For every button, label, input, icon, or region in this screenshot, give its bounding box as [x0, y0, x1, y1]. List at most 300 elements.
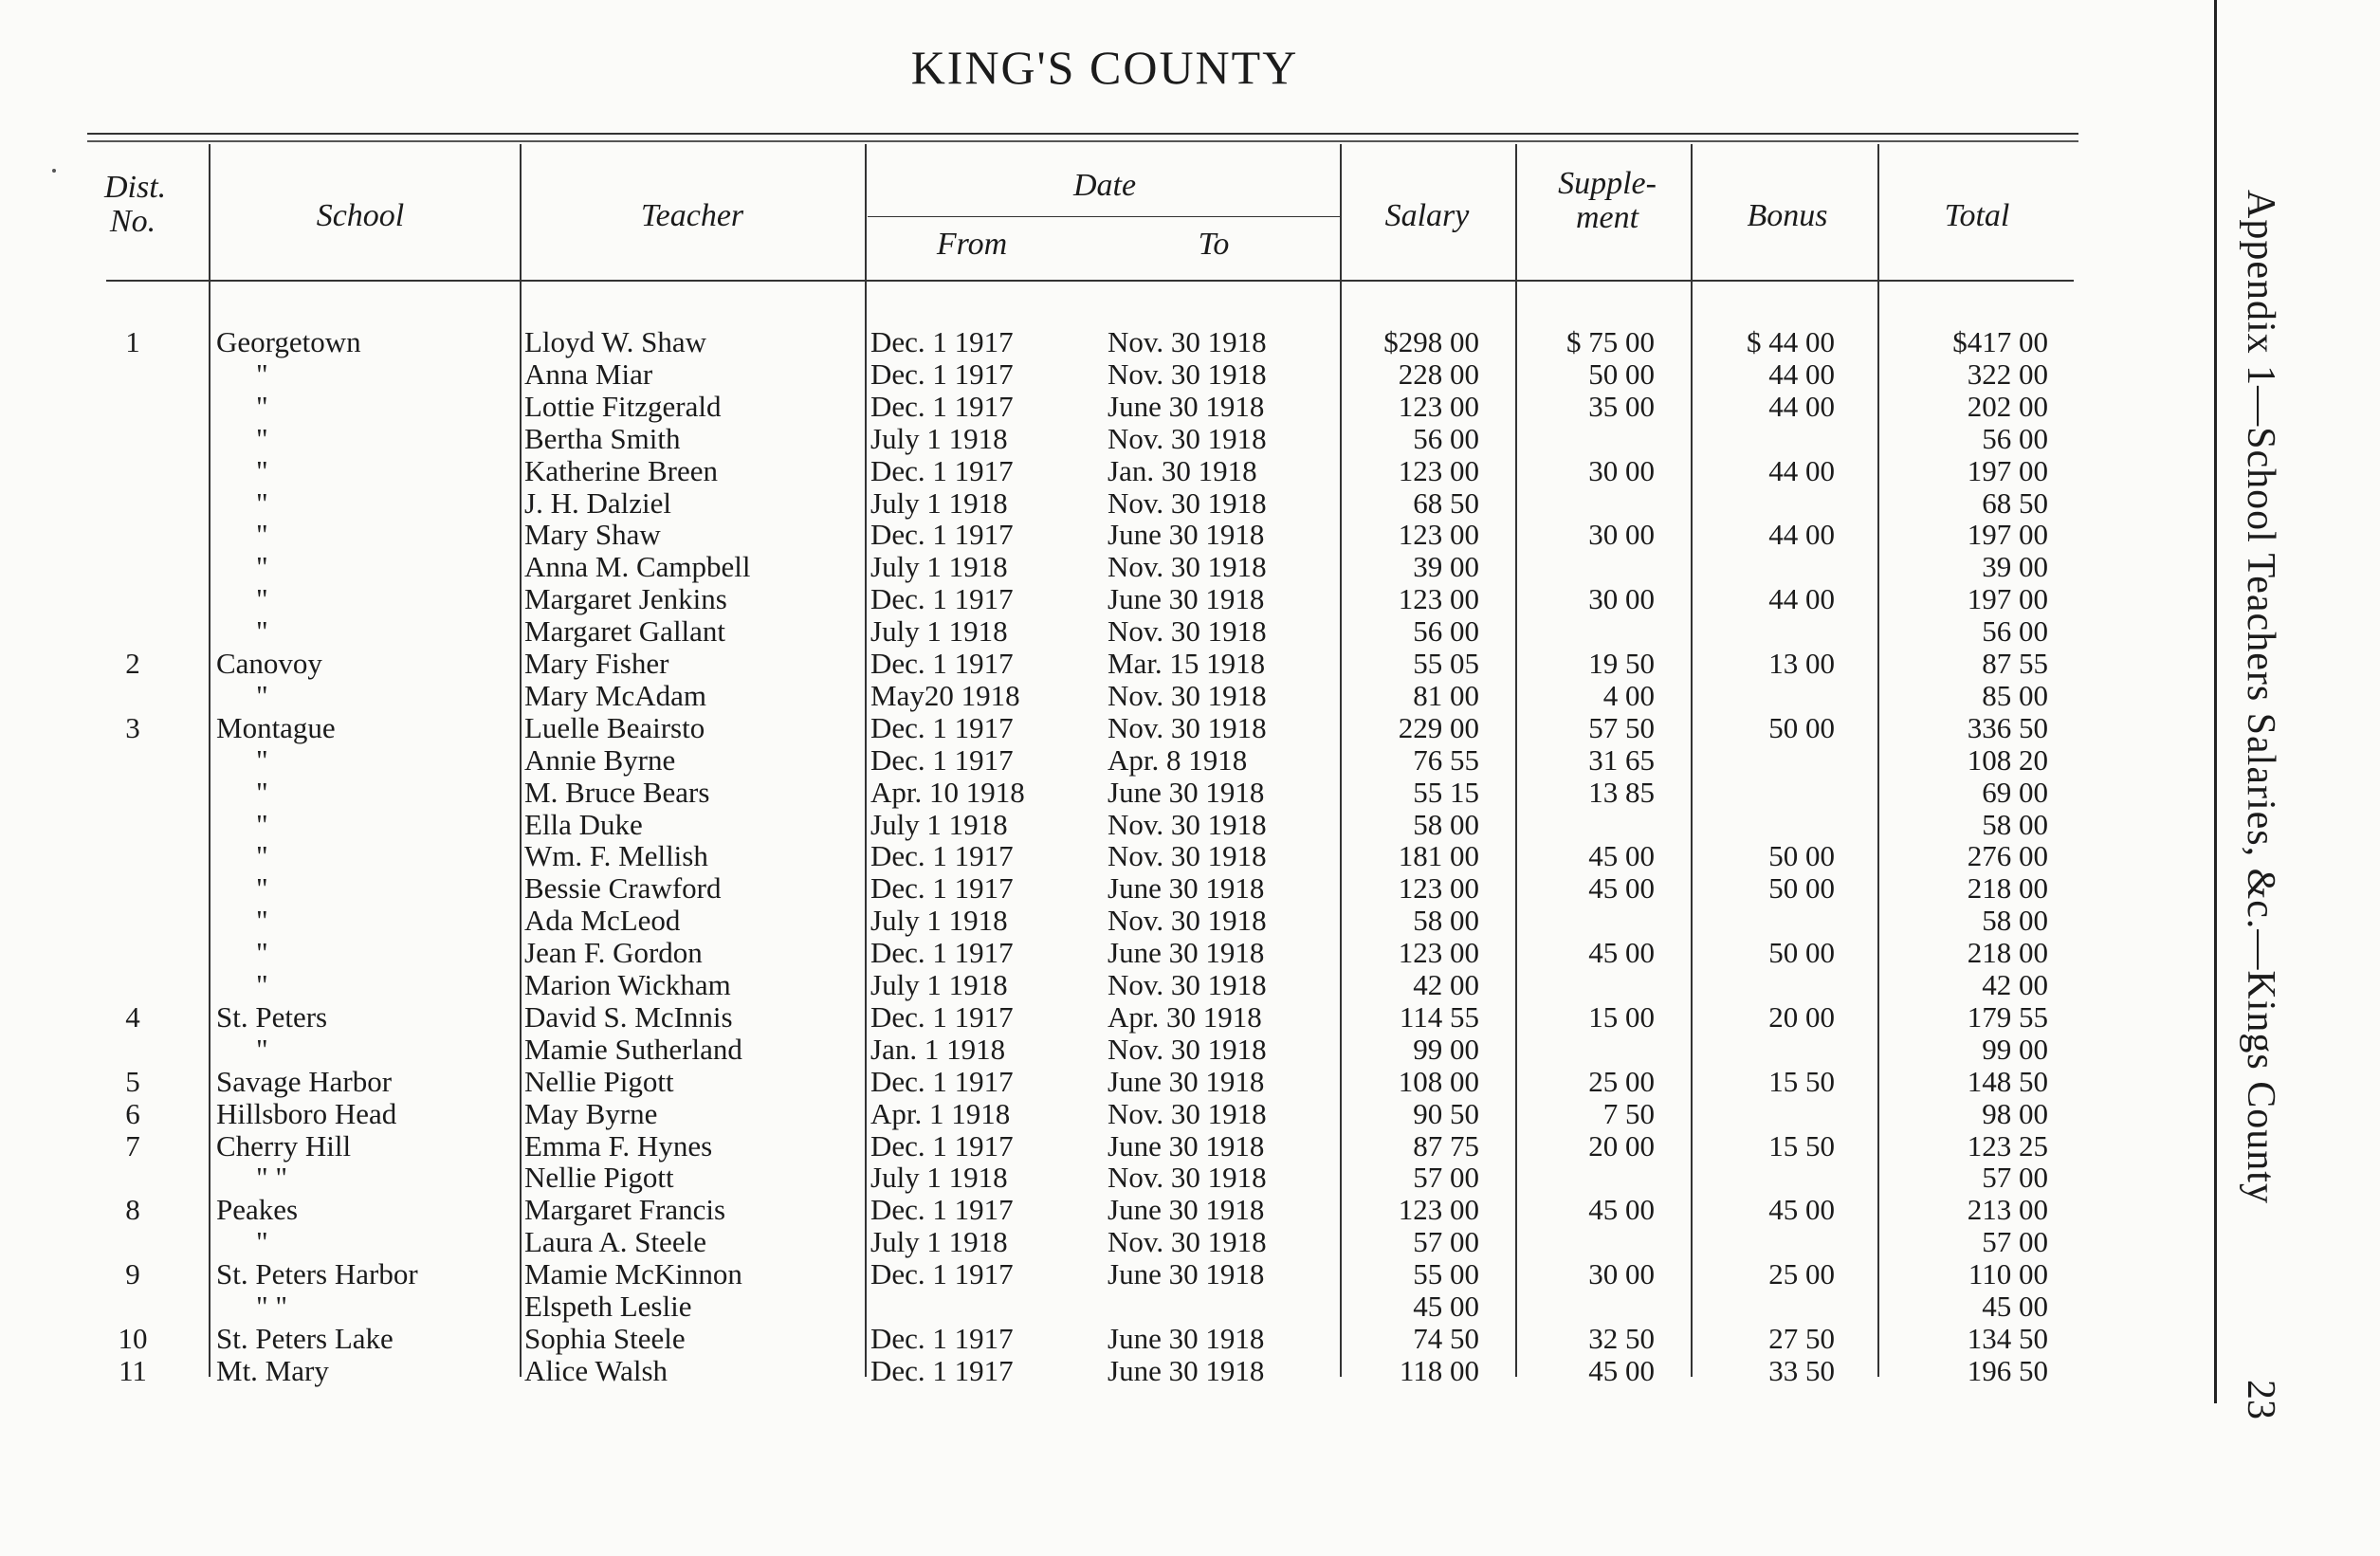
cell-school: " [256, 775, 268, 809]
cell-to: Mar. 15 1918 [1108, 647, 1266, 680]
cell-total: 69 00 [1982, 775, 2048, 809]
cell-salary: 57 00 [1413, 1225, 1479, 1259]
cell-to: June 30 1918 [1108, 936, 1265, 970]
cell-from: July 1 1918 [870, 485, 1008, 520]
cell-teacher: Margaret Gallant [524, 614, 726, 649]
cell-to: Nov. 30 1918 [1108, 968, 1267, 1001]
cell-bonus: 15 50 [1768, 1064, 1835, 1098]
cell-salary: 58 00 [1413, 904, 1479, 938]
cell-bonus: 50 00 [1768, 839, 1835, 873]
cell-total: 108 20 [1967, 742, 2048, 777]
cell-school: Hillsboro Head [216, 1096, 397, 1130]
cell-total: 322 00 [1967, 357, 2048, 391]
table-row [0, 1226, 2086, 1258]
header-school: School [316, 198, 405, 233]
cell-salary: 123 00 [1398, 453, 1479, 487]
cell-school: " " [256, 1290, 288, 1323]
cell-to: June 30 1918 [1108, 1064, 1265, 1098]
cell-to: Nov. 30 1918 [1108, 357, 1267, 391]
cell-to: Nov. 30 1918 [1108, 485, 1267, 520]
cell-school: " [256, 742, 268, 777]
cell-salary: 108 00 [1398, 1064, 1479, 1098]
cell-salary: 90 50 [1413, 1096, 1479, 1130]
cell-from: Dec. 1 1917 [870, 582, 1014, 616]
cell-total: 197 00 [1967, 453, 2048, 487]
cell-from: Dec. 1 1917 [870, 1193, 1014, 1227]
table-row [0, 551, 2086, 583]
cell-to: Jan. 30 1918 [1108, 453, 1257, 487]
table-row [0, 615, 2086, 648]
cell-total: 39 00 [1982, 550, 2048, 584]
cell-salary: 55 05 [1413, 647, 1479, 680]
cell-supplement: 4 00 [1602, 678, 1655, 712]
cell-total: 134 50 [1967, 1321, 2048, 1355]
cell-teacher: Mamie McKinnon [524, 1257, 742, 1291]
cell-dist: 11 [119, 1353, 147, 1387]
cell-total: 336 50 [1967, 710, 2048, 744]
cell-total: 99 00 [1982, 1032, 2048, 1066]
cell-salary: 68 50 [1413, 485, 1479, 520]
cell-teacher: May Byrne [524, 1096, 658, 1130]
cell-school: Georgetown [216, 325, 361, 358]
cell-from: Dec. 1 1917 [870, 871, 1014, 906]
cell-school: " [256, 389, 268, 423]
table-row [0, 905, 2086, 937]
cell-to: June 30 1918 [1108, 1128, 1265, 1162]
cell-school: Savage Harbor [216, 1064, 393, 1098]
cell-to: June 30 1918 [1108, 871, 1265, 906]
cell-supplement: 45 00 [1588, 839, 1655, 873]
cell-from: July 1 1918 [870, 614, 1008, 649]
page-title: KING'S COUNTY [910, 41, 1299, 94]
header-supplement: Supple- ment [1558, 166, 1657, 235]
page-number: 23 [2239, 1380, 2282, 1419]
cell-teacher: Alice Walsh [524, 1353, 668, 1387]
cell-teacher: Lottie Fitzgerald [524, 389, 722, 423]
cell-teacher: Luelle Beairsto [524, 710, 705, 744]
table-row [0, 358, 2086, 391]
top-rule-double [87, 140, 2078, 142]
cell-dist: 2 [125, 647, 140, 680]
cell-salary: 123 00 [1398, 518, 1479, 552]
cell-teacher: Annie Byrne [524, 742, 676, 777]
cell-dist: 4 [125, 999, 140, 1034]
cell-salary: 118 00 [1399, 1353, 1479, 1387]
cell-salary: 55 15 [1413, 775, 1479, 809]
cell-school: " [256, 968, 268, 1001]
cell-to: Nov. 30 1918 [1108, 1096, 1267, 1130]
cell-total: 148 50 [1967, 1064, 2048, 1098]
cell-from: Jan. 1 1918 [870, 1032, 1006, 1066]
cell-teacher: Bessie Crawford [524, 871, 722, 906]
cell-salary: 123 00 [1398, 389, 1479, 423]
cell-from: Dec. 1 1917 [870, 357, 1014, 391]
cell-to: Nov. 30 1918 [1108, 325, 1267, 358]
cell-salary: 87 75 [1413, 1128, 1479, 1162]
cell-to: June 30 1918 [1108, 775, 1265, 809]
cell-total: 218 00 [1967, 936, 2048, 970]
cell-to: Apr. 8 1918 [1108, 742, 1248, 777]
cell-salary: 229 00 [1398, 710, 1479, 744]
cell-teacher: Katherine Breen [524, 453, 718, 487]
cell-total: 218 00 [1967, 871, 2048, 906]
cell-salary: 123 00 [1398, 936, 1479, 970]
cell-total: 68 50 [1982, 485, 2048, 520]
cell-salary: 181 00 [1398, 839, 1479, 873]
table-row [0, 872, 2086, 905]
table-row [0, 519, 2086, 551]
header-from: From [936, 227, 1008, 262]
cell-school: " [256, 936, 268, 970]
table-row [0, 712, 2086, 744]
cell-from: Dec. 1 1917 [870, 453, 1014, 487]
cell-bonus: 44 00 [1768, 357, 1835, 391]
cell-salary: 42 00 [1413, 968, 1479, 1001]
cell-teacher: Mary Shaw [524, 518, 661, 552]
cell-teacher: Anna M. Campbell [524, 550, 751, 584]
cell-school: Cherry Hill [216, 1128, 352, 1162]
cell-dist: 1 [125, 325, 140, 358]
cell-salary: 56 00 [1413, 614, 1479, 649]
cell-bonus: 50 00 [1768, 936, 1835, 970]
cell-from: Dec. 1 1917 [870, 1064, 1014, 1098]
cell-supplement: 25 00 [1588, 1064, 1655, 1098]
table-row [0, 583, 2086, 615]
cell-school: St. Peters [216, 999, 328, 1034]
cell-bonus: 50 00 [1768, 871, 1835, 906]
cell-from: Dec. 1 1917 [870, 1128, 1014, 1162]
cell-supplement: 45 00 [1588, 871, 1655, 906]
header-teacher: Teacher [640, 198, 744, 233]
table-row [0, 1323, 2086, 1355]
cell-supplement: 15 00 [1588, 999, 1655, 1034]
cell-bonus: 13 00 [1768, 647, 1835, 680]
cell-from: Apr. 10 1918 [870, 775, 1025, 809]
cell-bonus: 44 00 [1768, 518, 1835, 552]
cell-bonus: 27 50 [1768, 1321, 1835, 1355]
cell-bonus: 33 50 [1768, 1353, 1835, 1387]
side-title: Appendix 1—School Teachers Salaries, &c.—Kings County [2239, 190, 2282, 1204]
cell-supplement: 31 65 [1588, 742, 1655, 777]
cell-salary: 56 00 [1413, 421, 1479, 455]
cell-school: " [256, 485, 268, 520]
cell-bonus: 50 00 [1768, 710, 1835, 744]
cell-total: 202 00 [1967, 389, 2048, 423]
header-bonus: Bonus [1747, 198, 1828, 233]
cell-from: Dec. 1 1917 [870, 647, 1014, 680]
cell-total: 197 00 [1967, 518, 2048, 552]
cell-salary: 39 00 [1413, 550, 1479, 584]
cell-from: July 1 1918 [870, 421, 1008, 455]
cell-school: " " [256, 1161, 288, 1195]
cell-school: " [256, 357, 268, 391]
cell-from: May20 1918 [870, 678, 1020, 712]
cell-teacher: Marion Wickham [524, 968, 731, 1001]
cell-from: Dec. 1 1917 [870, 839, 1014, 873]
cell-school: Canovoy [216, 647, 322, 680]
cell-to: Nov. 30 1918 [1108, 678, 1267, 712]
cell-to: Nov. 30 1918 [1108, 710, 1267, 744]
cell-bonus: 45 00 [1768, 1193, 1835, 1227]
cell-school: Mt. Mary [216, 1353, 329, 1387]
cell-from: Dec. 1 1917 [870, 710, 1014, 744]
cell-school: " [256, 518, 268, 552]
cell-school: " [256, 871, 268, 906]
cell-teacher: M. Bruce Bears [524, 775, 710, 809]
cell-total: 213 00 [1967, 1193, 2048, 1227]
cell-supplement: 30 00 [1588, 1257, 1655, 1291]
cell-from: Apr. 1 1918 [870, 1096, 1011, 1130]
cell-supplement: 45 00 [1588, 1353, 1655, 1387]
cell-dist: 8 [125, 1193, 140, 1227]
cell-salary: $298 00 [1383, 325, 1479, 358]
cell-from: Dec. 1 1917 [870, 1321, 1014, 1355]
cell-salary: 123 00 [1398, 871, 1479, 906]
cell-school: " [256, 453, 268, 487]
cell-total: 87 55 [1982, 647, 2048, 680]
cell-total: 56 00 [1982, 421, 2048, 455]
cell-from: July 1 1918 [870, 1225, 1008, 1259]
cell-salary: 57 00 [1413, 1161, 1479, 1195]
cell-supplement: $ 75 00 [1566, 325, 1655, 358]
cell-total: 58 00 [1982, 807, 2048, 841]
cell-teacher: Elspeth Leslie [524, 1290, 692, 1323]
cell-from: Dec. 1 1917 [870, 389, 1014, 423]
table-row [0, 487, 2086, 520]
header-date: Date [1072, 168, 1137, 203]
cell-teacher: Bertha Smith [524, 421, 681, 455]
cell-dist: 3 [125, 710, 140, 744]
cell-total: $417 00 [1952, 325, 2048, 358]
table-row [0, 326, 2086, 358]
cell-total: 56 00 [1982, 614, 2048, 649]
cell-supplement: 35 00 [1588, 389, 1655, 423]
cell-from: Dec. 1 1917 [870, 742, 1014, 777]
table-row [0, 1001, 2086, 1034]
table-row [0, 937, 2086, 969]
cell-teacher: Sophia Steele [524, 1321, 686, 1355]
cell-bonus: 25 00 [1768, 1257, 1835, 1291]
cell-to: June 30 1918 [1108, 518, 1265, 552]
cell-school: " [256, 1032, 268, 1066]
date-subrule [868, 216, 1340, 217]
cell-school: St. Peters Harbor [216, 1257, 418, 1291]
cell-teacher: David S. McInnis [524, 999, 733, 1034]
header-rule-main [211, 280, 2074, 282]
cell-school: " [256, 582, 268, 616]
table-row [0, 1034, 2086, 1066]
cell-total: 276 00 [1967, 839, 2048, 873]
cell-total: 45 00 [1982, 1290, 2048, 1323]
table-row [0, 680, 2086, 712]
table-row [0, 840, 2086, 872]
cell-school: " [256, 550, 268, 584]
cell-from: Dec. 1 1917 [870, 1353, 1014, 1387]
cell-to: Nov. 30 1918 [1108, 421, 1267, 455]
cell-to: Apr. 30 1918 [1108, 999, 1262, 1034]
cell-teacher: Anna Miar [524, 357, 653, 391]
table-row [0, 1355, 2086, 1387]
table-row [0, 391, 2086, 423]
cell-salary: 114 55 [1399, 999, 1479, 1034]
cell-salary: 81 00 [1413, 678, 1479, 712]
cell-to: Nov. 30 1918 [1108, 1161, 1267, 1195]
table-row [0, 1130, 2086, 1162]
cell-salary: 45 00 [1413, 1290, 1479, 1323]
cell-to: Nov. 30 1918 [1108, 904, 1267, 938]
cell-teacher: Jean F. Gordon [524, 936, 703, 970]
cell-teacher: Lloyd W. Shaw [524, 325, 707, 358]
cell-teacher: Nellie Pigott [524, 1064, 674, 1098]
cell-salary: 228 00 [1398, 357, 1479, 391]
cell-total: 85 00 [1982, 678, 2048, 712]
cell-dist: 9 [125, 1257, 140, 1291]
cell-to: June 30 1918 [1108, 1321, 1265, 1355]
cell-teacher: Nellie Pigott [524, 1161, 674, 1195]
cell-total: 197 00 [1967, 582, 2048, 616]
cell-salary: 55 00 [1413, 1257, 1479, 1291]
cell-bonus: 44 00 [1768, 453, 1835, 487]
cell-bonus: $ 44 00 [1747, 325, 1835, 358]
cell-bonus: 44 00 [1768, 582, 1835, 616]
cell-to: June 30 1918 [1108, 389, 1265, 423]
cell-supplement: 32 50 [1588, 1321, 1655, 1355]
cell-dist: 7 [125, 1128, 140, 1162]
cell-school: " [256, 678, 268, 712]
cell-teacher: Mamie Sutherland [524, 1032, 742, 1066]
cell-school: " [256, 614, 268, 649]
cell-salary: 123 00 [1398, 582, 1479, 616]
page-edge [2214, 0, 2217, 1403]
cell-from: Dec. 1 1917 [870, 1257, 1014, 1291]
header-rule [106, 280, 209, 282]
cell-school: Peakes [216, 1193, 299, 1227]
header-total: Total [1944, 198, 2010, 233]
cell-teacher: Mary Fisher [524, 647, 669, 680]
cell-salary: 74 50 [1413, 1321, 1479, 1355]
cell-to: Nov. 30 1918 [1108, 614, 1267, 649]
cell-from: July 1 1918 [870, 904, 1008, 938]
cell-total: 98 00 [1982, 1096, 2048, 1130]
cell-from: Dec. 1 1917 [870, 325, 1014, 358]
cell-total: 123 25 [1967, 1128, 2048, 1162]
cell-to: Nov. 30 1918 [1108, 839, 1267, 873]
cell-dist: 5 [125, 1064, 140, 1098]
cell-total: 110 00 [1968, 1257, 2048, 1291]
table-row [0, 423, 2086, 455]
cell-dist: 6 [125, 1096, 140, 1130]
cell-supplement: 57 50 [1588, 710, 1655, 744]
cell-from: Dec. 1 1917 [870, 518, 1014, 552]
cell-total: 196 50 [1967, 1353, 2048, 1387]
cell-to: Nov. 30 1918 [1108, 1225, 1267, 1259]
cell-supplement: 7 50 [1602, 1096, 1655, 1130]
cell-school: St. Peters Lake [216, 1321, 394, 1355]
table-row [0, 1258, 2086, 1291]
cell-to: Nov. 30 1918 [1108, 807, 1267, 841]
cell-teacher: Margaret Jenkins [524, 582, 727, 616]
cell-total: 57 00 [1982, 1161, 2048, 1195]
cell-total: 42 00 [1982, 968, 2048, 1001]
header-to: To [1198, 227, 1230, 262]
cell-bonus: 44 00 [1768, 389, 1835, 423]
table-row [0, 1066, 2086, 1098]
cell-total: 57 00 [1982, 1225, 2048, 1259]
cell-teacher: Wm. F. Mellish [524, 839, 708, 873]
cell-to: Nov. 30 1918 [1108, 1032, 1267, 1066]
cell-salary: 123 00 [1398, 1193, 1479, 1227]
cell-from: July 1 1918 [870, 1161, 1008, 1195]
table-row [0, 455, 2086, 487]
cell-to: Nov. 30 1918 [1108, 550, 1267, 584]
table-row [0, 969, 2086, 1001]
table-row [0, 1194, 2086, 1226]
cell-to: June 30 1918 [1108, 582, 1265, 616]
cell-supplement: 45 00 [1588, 1193, 1655, 1227]
cell-teacher: Ella Duke [524, 807, 643, 841]
cell-salary: 76 55 [1413, 742, 1479, 777]
cell-school: " [256, 421, 268, 455]
cell-total: 58 00 [1982, 904, 2048, 938]
cell-supplement: 19 50 [1588, 647, 1655, 680]
top-rule [87, 133, 2078, 135]
table-row [0, 1162, 2086, 1194]
cell-teacher: Margaret Francis [524, 1193, 726, 1227]
cell-salary: 99 00 [1413, 1032, 1479, 1066]
cell-total: 179 55 [1967, 999, 2048, 1034]
cell-from: July 1 1918 [870, 550, 1008, 584]
ink-speck [52, 169, 56, 173]
header-dist: Dist. No. [104, 170, 167, 239]
table-row [0, 1291, 2086, 1323]
cell-salary: 58 00 [1413, 807, 1479, 841]
cell-dist: 10 [118, 1321, 148, 1355]
cell-from: Dec. 1 1917 [870, 936, 1014, 970]
cell-supplement: 30 00 [1588, 582, 1655, 616]
cell-school: " [256, 807, 268, 841]
cell-bonus: 15 50 [1768, 1128, 1835, 1162]
cell-supplement: 45 00 [1588, 936, 1655, 970]
header-salary: Salary [1384, 198, 1470, 233]
cell-supplement: 13 85 [1588, 775, 1655, 809]
cell-supplement: 30 00 [1588, 453, 1655, 487]
table-row [0, 1098, 2086, 1130]
table-row [0, 744, 2086, 777]
cell-teacher: Laura A. Steele [524, 1225, 706, 1259]
cell-school: " [256, 839, 268, 873]
cell-to: June 30 1918 [1108, 1257, 1265, 1291]
cell-school: Montague [216, 710, 336, 744]
cell-bonus: 20 00 [1768, 999, 1835, 1034]
cell-teacher: Mary McAdam [524, 678, 706, 712]
cell-to: June 30 1918 [1108, 1193, 1265, 1227]
cell-supplement: 30 00 [1588, 518, 1655, 552]
cell-supplement: 50 00 [1588, 357, 1655, 391]
cell-from: Dec. 1 1917 [870, 999, 1014, 1034]
table-row [0, 809, 2086, 841]
cell-school: " [256, 904, 268, 938]
table-row [0, 648, 2086, 680]
cell-teacher: Ada McLeod [524, 904, 681, 938]
cell-teacher: J. H. Dalziel [524, 485, 671, 520]
cell-from: July 1 1918 [870, 968, 1008, 1001]
cell-teacher: Emma F. Hynes [524, 1128, 713, 1162]
cell-from: July 1 1918 [870, 807, 1008, 841]
table-row [0, 777, 2086, 809]
cell-to: June 30 1918 [1108, 1353, 1265, 1387]
cell-school: " [256, 1225, 268, 1259]
cell-supplement: 20 00 [1588, 1128, 1655, 1162]
